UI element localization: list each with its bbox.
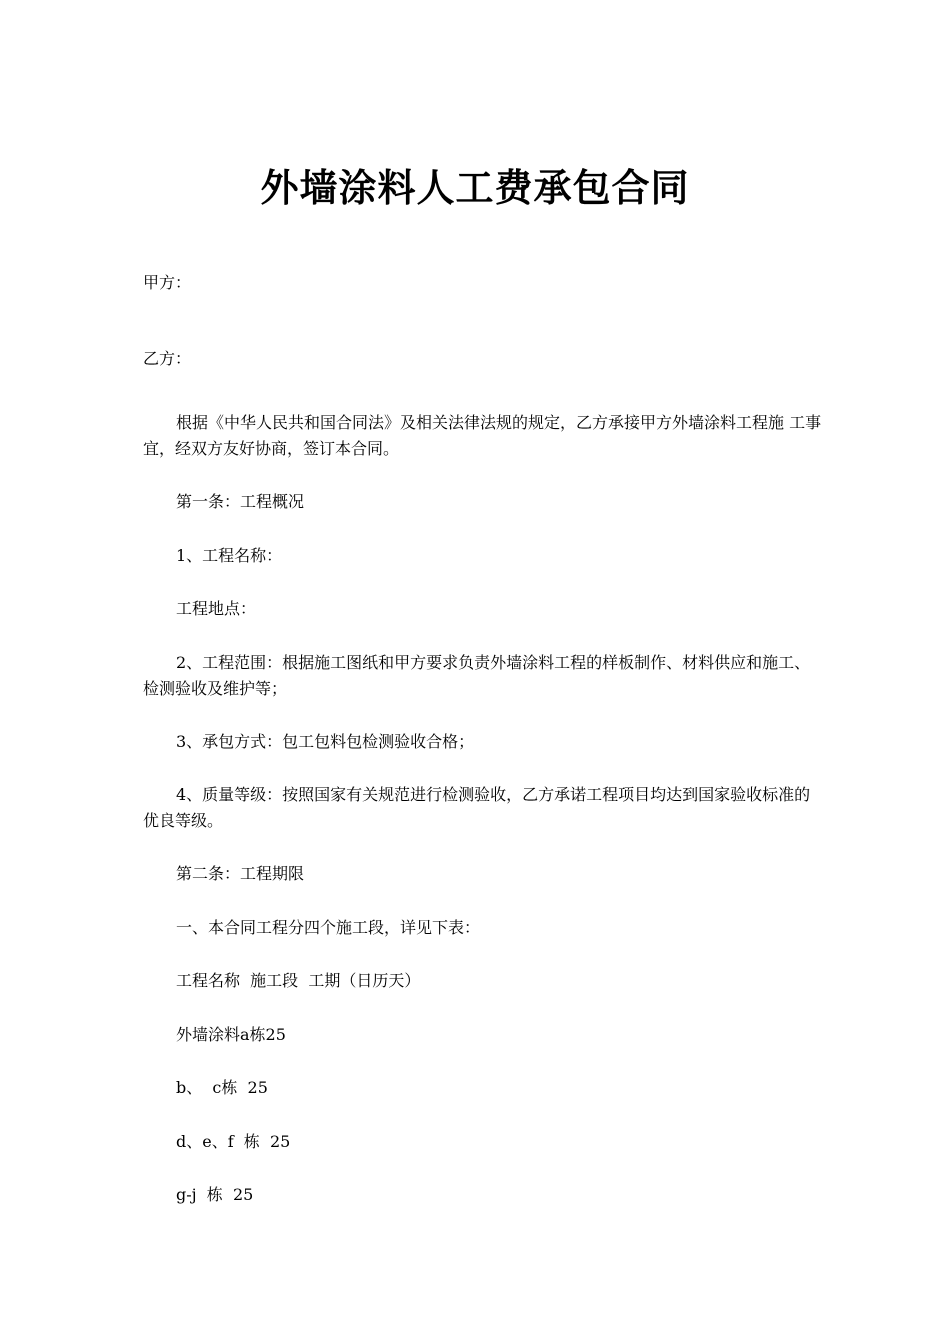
construction-sections-intro: 一、本合同工程分四个施工段，详见下表： <box>176 918 481 937</box>
project-name-item: 1、工程名称： <box>176 546 283 565</box>
project-scope-item: 2、工程范围：根据施工图纸和甲方要求负责外墙涂料工程的样板制作、材料供应和施工、检测验收及维护等； <box>143 653 811 698</box>
project-location-item: 工程地点： <box>176 599 257 618</box>
intro-paragraph: 根据《中华人民共和国合同法》及相关法律法规的规定，乙方承接甲方外墙涂料工程施 工事宜，经双方友好协商，签订本合同。 <box>143 413 822 458</box>
party-a-label: 甲方： <box>143 273 192 292</box>
schedule-row: b、 c栋 25 <box>176 1078 268 1097</box>
schedule-row: d、e、f 栋 25 <box>176 1132 291 1151</box>
schedule-row: g-j 栋 25 <box>176 1185 254 1204</box>
article-2-heading: 第二条：工程期限 <box>176 864 305 883</box>
schedule-table-header: 工程名称 施工段 工期（日历天） <box>176 971 421 990</box>
article-1-heading: 第一条：工程概况 <box>176 492 305 511</box>
quality-grade-item: 4、质量等级：按照国家有关规范进行检测验收，乙方承诺工程项目均达到国家验收标准的优良等级。 <box>143 785 811 830</box>
contract-method-item: 3、承包方式：包工包料包检测验收合格； <box>176 732 475 751</box>
document-title: 外墙涂料人工费承包合同 <box>260 165 690 210</box>
party-b-label: 乙方： <box>143 349 192 368</box>
schedule-row: 外墙涂料a栋25 <box>176 1025 286 1044</box>
